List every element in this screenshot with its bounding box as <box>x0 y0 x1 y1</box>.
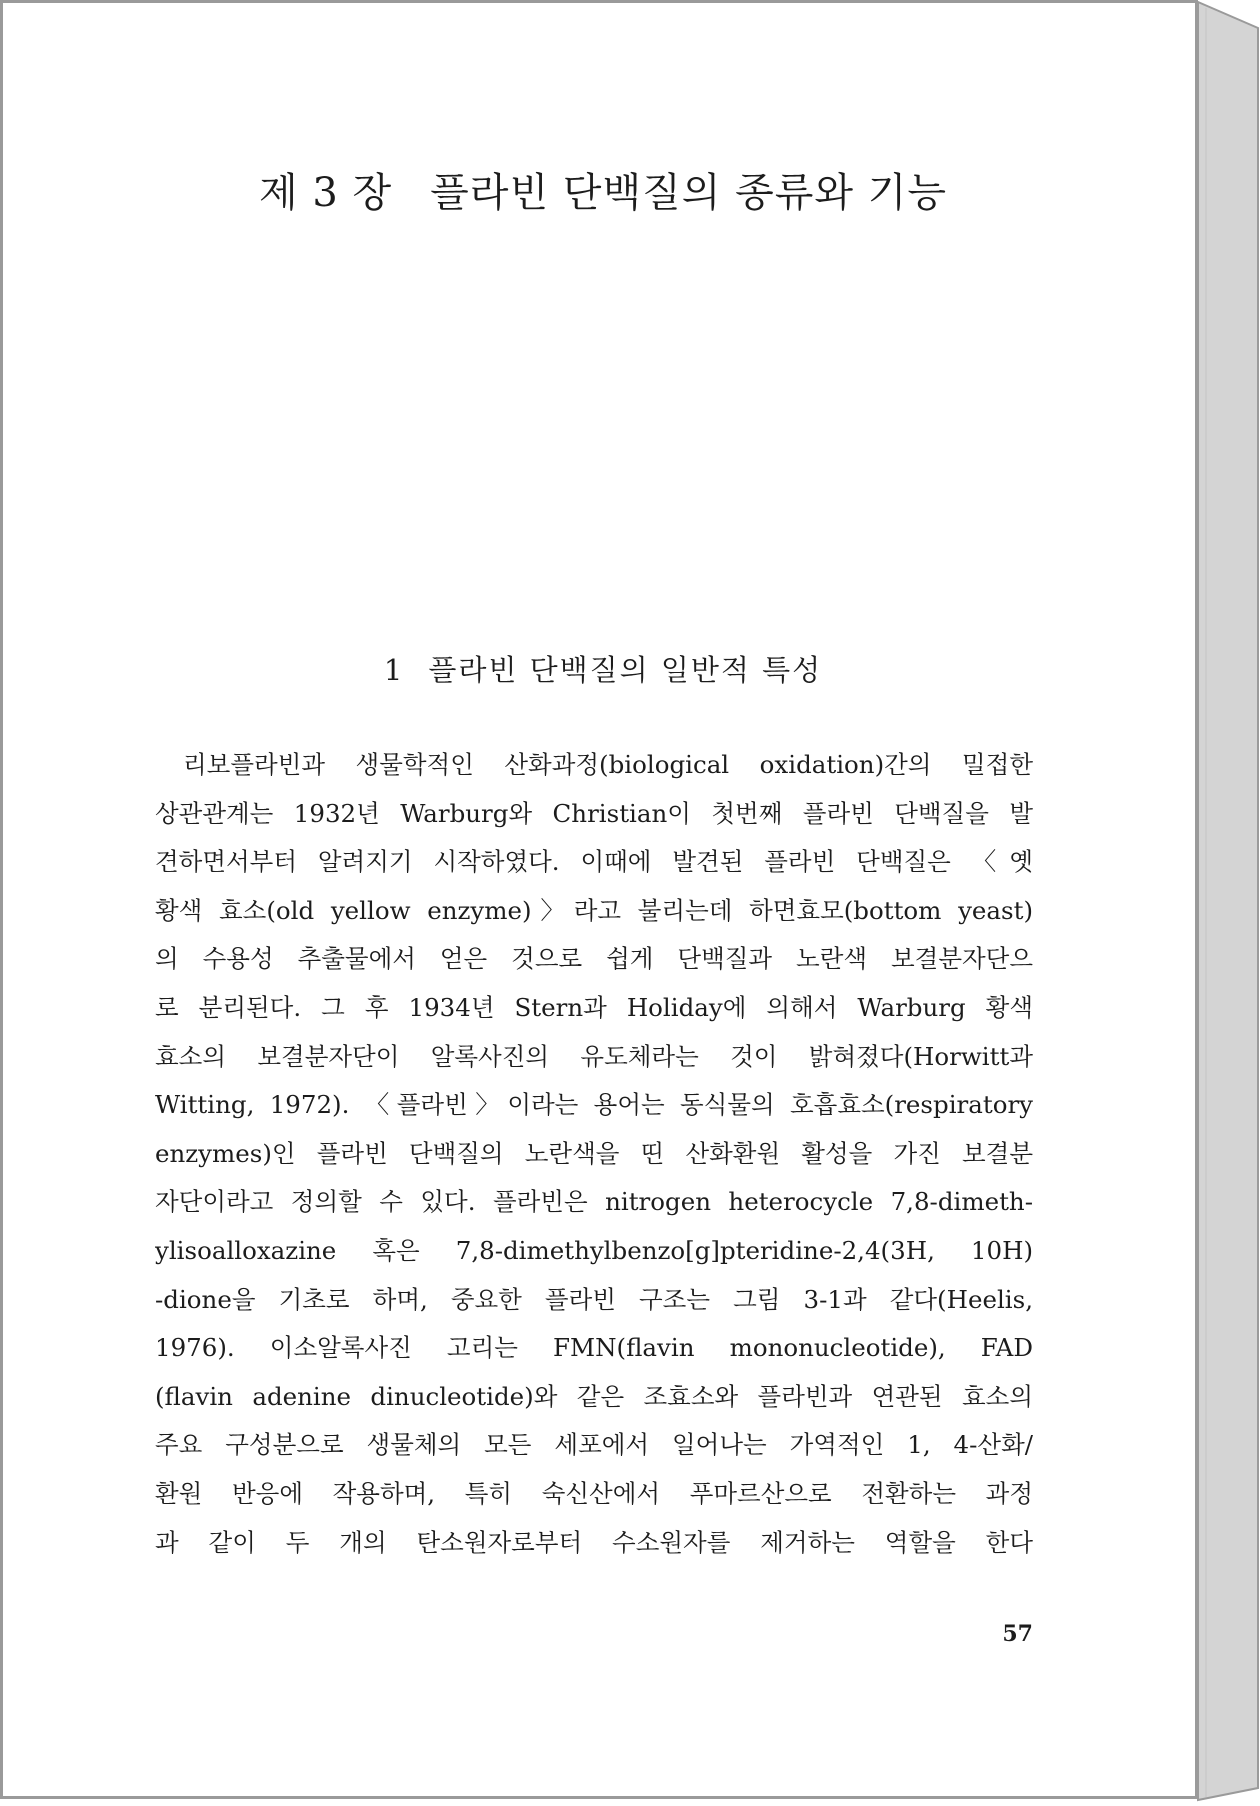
body-line: 의 수용성 추출물에서 얻은 것으로 쉽게 단백질과 노란색 보결분자단으 <box>155 944 1033 974</box>
body-line: (flavin adenine dinucleotide)와 같은 조효소와 플라빈과 연관된 효소의 <box>155 1381 1033 1411</box>
body-line: 로 분리된다. 그 후 1934년 Stern과 Holiday에 의해서 Warburg 황색 <box>155 992 1033 1022</box>
section-title <box>153 648 1053 689</box>
book-edge-shape <box>1196 0 1260 1806</box>
body-line: 견하면서부터 알려지기 시작하였다. 이때에 발견된 플라빈 단백질은 〈옛 <box>155 847 1033 877</box>
body-line: Witting, 1972). 〈플라빈〉이라는 용어는 동식물의 호흡효소(respiratory <box>155 1090 1033 1120</box>
book-spine-edge <box>1196 0 1260 1806</box>
body-line: 과 같이 두 개의 탄소원자로부터 수소원자를 제거하는 역할을 한다 <box>155 1527 1033 1557</box>
chapter-label: 제 3 장 <box>259 170 393 216</box>
chapter-title <box>153 161 1053 218</box>
chapter-title-text: 플라빈 단백질의 종류와 기능 <box>430 170 947 216</box>
body-line: enzymes)인 플라빈 단백질의 노란색을 띤 산화환원 활성을 가진 보결분 <box>155 1138 1033 1168</box>
body-line: 황색 효소(old yellow enzyme)〉라고 불리는데 하면효모(bottom yeast) <box>155 895 1033 925</box>
body-line: 리보플라빈과 생물학적인 산화과정(biological oxidation)간의 밀접한 <box>183 750 1033 779</box>
section-number: 1 <box>383 653 405 687</box>
section-title-text: 플라빈 단백질의 일반적 특성 <box>428 653 823 687</box>
body-line: 주요 구성분으로 생물체의 모든 세포에서 일어나는 가역적인 1, 4-산화/ <box>155 1430 1033 1460</box>
body-line: 효소의 보결분자단이 알록사진의 유도체라는 것이 밝혀졌다(Horwitt과 <box>155 1041 1033 1071</box>
page-number: 57 <box>1002 1621 1033 1647</box>
body-line: ylisoalloxazine 혹은 7,8-dimethylbenzo[g]pteridine-2,4(3H, 10H) <box>155 1235 1033 1265</box>
body-line: 자단이라고 정의할 수 있다. 플라빈은 nitrogen heterocycle 7,8-dimeth- <box>155 1187 1033 1217</box>
body-line: 상관관계는 1932년 Warburg와 Christian이 첫번째 플라빈 단백질을 발 <box>155 798 1033 828</box>
body-line: 환원 반응에 작용하며, 특히 숙신산에서 푸마르산으로 전환하는 과정 <box>155 1478 1033 1508</box>
body-line: -dione을 기초로 하며, 중요한 플라빈 구조는 그림 3-1과 같다(Heelis, <box>155 1284 1033 1314</box>
body-line: 1976). 이소알록사진 고리는 FMN(flavin mononucleotide), FAD <box>155 1333 1033 1363</box>
body-paragraph <box>155 741 1033 1567</box>
